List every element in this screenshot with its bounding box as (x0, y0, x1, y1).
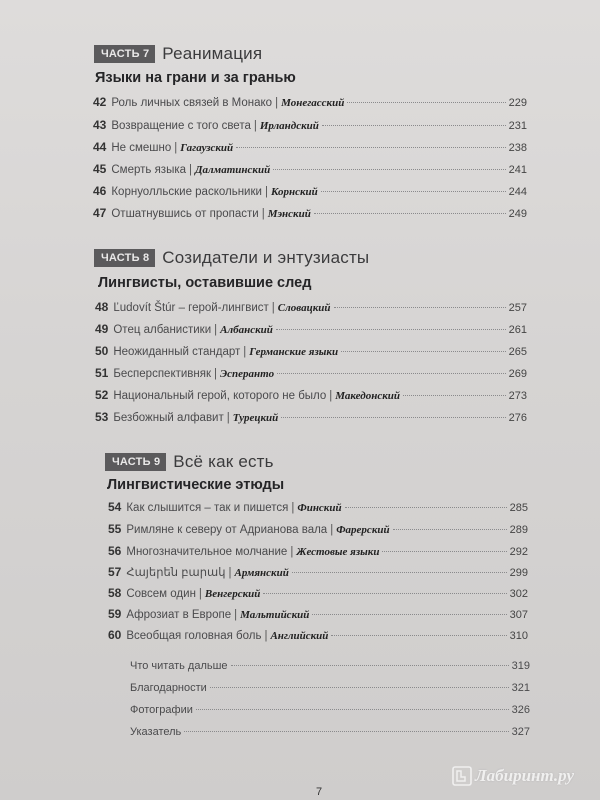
toc-extra-entry[interactable] (130, 726, 530, 738)
chapter-number: 51 (95, 366, 109, 380)
part-9-header (105, 452, 274, 472)
extra-label: Фотографии (130, 704, 193, 716)
page-number: 244 (508, 186, 527, 198)
page-number: 327 (511, 726, 530, 738)
page-number: 276 (508, 412, 527, 424)
part-subtitle: Языки на грани и за гранью (95, 70, 296, 86)
chapter-title: Роль личных связей в Монако (111, 97, 273, 109)
chapter-title: Отец албанистики (113, 324, 212, 336)
chapter-title: Ľudovít Štúr – герой-лингвист (113, 302, 269, 314)
page-number: 299 (509, 567, 528, 579)
page-number: 238 (508, 142, 527, 154)
leader-dots (236, 147, 505, 148)
page-number: 326 (511, 704, 530, 716)
chapter-language: Английский (270, 630, 329, 642)
toc-entry[interactable] (93, 140, 527, 154)
separator: | (290, 546, 294, 558)
toc-extra-entry[interactable] (130, 704, 530, 716)
labirint-logo-icon (452, 766, 472, 786)
leader-dots (292, 572, 507, 573)
separator: | (226, 412, 230, 424)
chapter-number: 42 (93, 95, 107, 109)
page-number: 302 (509, 588, 528, 600)
chapter-title: Безбожный алфавит (113, 412, 224, 424)
chapter-title: Многозначительное молчание (126, 546, 288, 558)
separator: | (275, 97, 279, 109)
separator: | (198, 588, 202, 600)
leader-dots (321, 191, 506, 192)
leader-dots (263, 593, 506, 594)
leader-dots (277, 373, 506, 374)
chapter-language: Корнский (270, 186, 318, 198)
chapter-number: 52 (95, 388, 109, 402)
leader-dots (196, 709, 509, 710)
chapter-title: Հայերեն բարակ (126, 567, 226, 579)
page-number: 285 (509, 502, 528, 514)
toc-entry[interactable] (108, 628, 528, 642)
leader-dots (345, 507, 507, 508)
separator: | (261, 208, 265, 220)
leader-dots (393, 529, 507, 530)
chapter-title: Отшатнувшись от пропасти (111, 208, 259, 220)
chapter-title: Бесперспективняк (113, 368, 212, 380)
chapter-title: Римляне к северу от Адрианова вала (126, 524, 328, 536)
separator: | (330, 524, 334, 536)
chapter-language: Эсперанто (220, 368, 275, 380)
leader-dots (276, 329, 506, 330)
page-number: 289 (509, 524, 528, 536)
leader-dots (184, 731, 508, 732)
chapter-title: Возвращение с того света (111, 120, 251, 132)
separator: | (264, 186, 268, 198)
chapter-number: 54 (108, 500, 122, 514)
toc-entry[interactable] (108, 522, 528, 536)
chapter-number: 49 (95, 322, 109, 336)
page-footer-number: 7 (316, 786, 323, 798)
page-number: 241 (508, 164, 527, 176)
toc-entry[interactable] (108, 607, 528, 621)
chapter-language: Мальтийский (240, 609, 310, 621)
toc-entry[interactable] (95, 344, 527, 358)
leader-dots (273, 169, 505, 170)
separator: | (271, 302, 275, 314)
chapter-number: 59 (108, 607, 122, 621)
separator: | (228, 567, 232, 579)
toc-entry[interactable] (95, 300, 527, 314)
chapter-language: Монегасский (281, 97, 345, 109)
leader-dots (210, 687, 509, 688)
page-number: 261 (508, 324, 527, 336)
separator: | (264, 630, 268, 642)
separator: | (253, 120, 257, 132)
chapter-number: 44 (93, 140, 107, 154)
page-number: 310 (509, 630, 528, 642)
watermark (452, 766, 574, 786)
toc-extra-entry[interactable] (130, 682, 530, 694)
separator: | (329, 390, 333, 402)
toc-entry[interactable] (95, 366, 527, 380)
part-subtitle: Лингвистические этюды (107, 477, 285, 493)
chapter-language: Македонский (335, 390, 401, 402)
page-number: 265 (508, 346, 527, 358)
chapter-language: Ирландский (259, 120, 319, 132)
part-title: Созидатели и энтузиасты (162, 248, 370, 267)
page-number: 249 (508, 208, 527, 220)
toc-entry[interactable] (93, 206, 527, 220)
page-number: 319 (511, 660, 530, 672)
part-badge: ЧАСТЬ 8 (94, 249, 155, 267)
toc-entry[interactable] (108, 586, 528, 600)
chapter-number: 58 (108, 586, 122, 600)
separator: | (291, 502, 295, 514)
chapter-language: Мэнский (267, 208, 311, 220)
chapter-language: Гагаузский (180, 142, 234, 154)
separator: | (234, 609, 238, 621)
page-number: 321 (511, 682, 530, 694)
part-8-header (94, 248, 369, 268)
extra-label: Благодарности (130, 682, 207, 694)
chapter-language: Фарерский (336, 524, 390, 536)
toc-entry[interactable] (93, 162, 527, 176)
leader-dots (347, 102, 505, 103)
separator: | (214, 368, 218, 380)
toc-entry[interactable] (95, 322, 527, 336)
leader-dots (281, 417, 505, 418)
chapter-title: Совсем один (126, 588, 196, 600)
toc-entry[interactable] (93, 184, 527, 198)
toc-entry[interactable] (108, 565, 528, 579)
chapter-number: 57 (108, 565, 122, 579)
leader-dots (403, 395, 506, 396)
page-number: 269 (508, 368, 527, 380)
part-7-header (94, 44, 262, 64)
leader-dots (334, 307, 506, 308)
chapter-number: 43 (93, 118, 107, 132)
leader-dots (314, 213, 506, 214)
leader-dots (231, 665, 509, 666)
chapter-number: 50 (95, 344, 109, 358)
chapter-language: Албанский (220, 324, 273, 336)
part-badge: ЧАСТЬ 9 (105, 453, 166, 471)
part-title: Реанимация (162, 44, 263, 63)
chapter-title: Как слышится – так и пишется (126, 502, 289, 514)
toc-extra-entry[interactable] (130, 660, 530, 672)
chapter-language: Армянский (234, 567, 289, 579)
chapter-number: 48 (95, 300, 109, 314)
chapter-language: Венгерский (204, 588, 261, 600)
separator: | (174, 142, 178, 154)
page-number: 273 (508, 390, 527, 402)
part-subtitle: Лингвисты, оставившие след (98, 275, 312, 291)
chapter-title: Корнуолльские раскольники (111, 186, 262, 198)
leader-dots (341, 351, 506, 352)
toc-entry[interactable] (108, 500, 528, 514)
chapter-number: 45 (93, 162, 107, 176)
extra-label: Что читать дальше (130, 660, 228, 672)
watermark-text: Лабиринт.ру (475, 766, 574, 785)
page-number: 229 (508, 97, 527, 109)
part-badge: ЧАСТЬ 7 (94, 45, 155, 63)
chapter-language: Далматинский (195, 164, 271, 176)
chapter-number: 60 (108, 628, 122, 642)
separator: | (214, 324, 218, 336)
leader-dots (322, 125, 506, 126)
chapter-number: 53 (95, 410, 109, 424)
page-number: 307 (509, 609, 528, 621)
chapter-number: 56 (108, 544, 122, 558)
extra-label: Указатель (130, 726, 182, 738)
toc-entry[interactable] (95, 410, 527, 424)
page-number: 292 (509, 546, 528, 558)
separator: | (243, 346, 247, 358)
part-title: Всё как есть (173, 452, 274, 471)
toc-entry[interactable] (108, 544, 528, 558)
chapter-title: Всеобщая головная боль (126, 630, 262, 642)
chapter-language: Финский (297, 502, 342, 514)
toc-entry[interactable] (95, 388, 527, 402)
page-number: 257 (508, 302, 527, 314)
chapter-title: Афрозиат в Европе (126, 609, 232, 621)
chapter-language: Турецкий (232, 412, 279, 424)
leader-dots (312, 614, 506, 615)
chapter-number: 46 (93, 184, 107, 198)
separator: | (189, 164, 193, 176)
toc-entry[interactable] (93, 118, 527, 132)
chapter-title: Не смешно (111, 142, 172, 154)
chapter-language: Жестовые языки (296, 546, 380, 558)
page-number: 231 (508, 120, 527, 132)
chapter-title: Смерть языка (111, 164, 187, 176)
chapter-language: Германские языки (249, 346, 339, 358)
chapter-title: Национальный герой, которого не было (113, 390, 327, 402)
chapter-number: 55 (108, 522, 122, 536)
chapter-title: Неожиданный стандарт (113, 346, 241, 358)
leader-dots (331, 635, 506, 636)
leader-dots (382, 551, 506, 552)
chapter-number: 47 (93, 206, 107, 220)
toc-entry[interactable] (93, 95, 527, 109)
chapter-language: Словацкий (277, 302, 331, 314)
